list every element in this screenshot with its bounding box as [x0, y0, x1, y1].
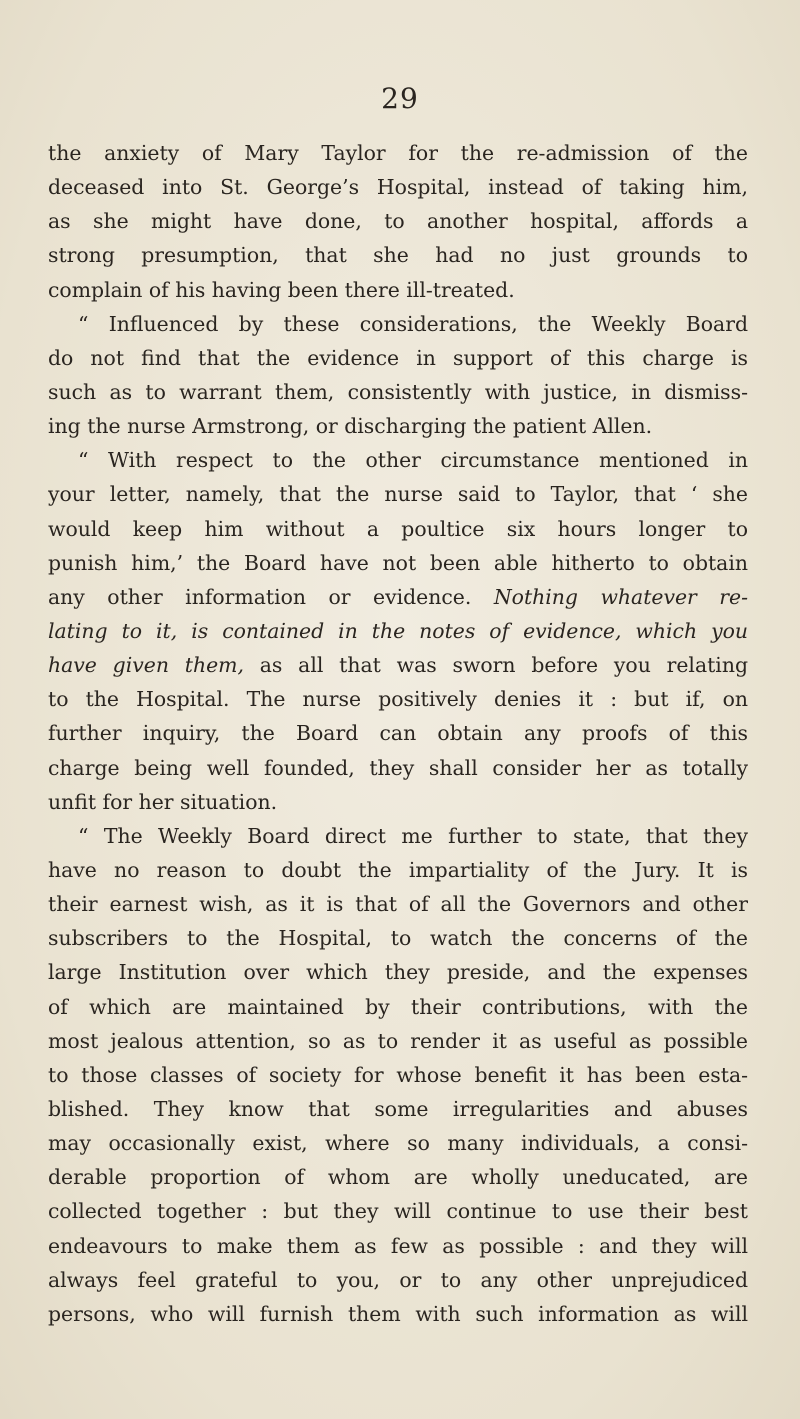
text-line: charge being well founded, they shall consider her as totally [48, 755, 748, 780]
text-line: most jealous attention, so as to render it as useful as possible [48, 1028, 748, 1053]
text-line: your letter, namely, that the nurse said to Taylor, that ‘ she [48, 482, 748, 507]
text-line: subscribers to the Hospital, to watch the concerns of the [48, 926, 748, 951]
text-line: derable proportion of whom are wholly uneducated, are [48, 1165, 748, 1190]
text-line: the anxiety of Mary Taylor for the re-admission of the [48, 141, 748, 165]
text-line: as she might have done, to another hospital, affords a [48, 209, 748, 234]
text-line: do not find that the evidence in support of this charge is [48, 345, 748, 370]
text-line: such as to warrant them, consistently with justice, in dismiss- [48, 379, 748, 404]
text-line: “ The Weekly Board direct me further to state, that they [78, 823, 748, 848]
italic-segment: have given them, [48, 653, 244, 678]
text-line: endeavours to make them as few as possible : and they will [48, 1233, 748, 1258]
text-line: persons, who will furnish them with such information as will [48, 1301, 748, 1326]
text-line: always feel grateful to you, or to any other unprejudiced [48, 1267, 748, 1292]
text-line: “ Influenced by these considerations, the Weekly Board [78, 311, 748, 336]
body-text [48, 136, 748, 1331]
text-line [48, 580, 748, 614]
italic-segment: lating to it, is contained in the notes of evidence, which you [48, 618, 748, 643]
text-line: may occasionally exist, where so many individuals, a consi- [48, 1131, 748, 1156]
text-line: ing the nurse Armstrong, or discharging the patient Allen. [48, 414, 653, 439]
text-line [48, 648, 748, 682]
text-line: unfit for her situation. [48, 789, 278, 814]
text-segment: any other information or evidence. [48, 584, 472, 609]
text-line: punish him,’ the Board have not been able hitherto to obtain [48, 550, 748, 575]
text-line: of which are maintained by their contributions, with the [48, 994, 748, 1019]
text-line: to the Hospital. The nurse positively denies it : but if, on [48, 687, 748, 712]
text-line: deceased into St. George’s Hospital, instead of taking him, [48, 175, 748, 200]
text-segment: as all that was sworn before you relating [259, 653, 748, 678]
text-line: large Institution over which they preside, and the expenses [48, 960, 748, 985]
text-line: further inquiry, the Board can obtain any proofs of this [48, 721, 748, 746]
text-line: to those classes of society for whose benefit it has been esta- [48, 1062, 748, 1087]
text-line: have no reason to doubt the impartiality of the Jury. It is [48, 857, 748, 882]
text-line: “ With respect to the other circumstance mentioned in [78, 448, 748, 473]
text-line [48, 614, 748, 648]
text-line: their earnest wish, as it is that of all the Governors and other [48, 892, 748, 917]
page-number: 29 [381, 82, 419, 115]
text-line: strong presumption, that she had no just grounds to [48, 243, 748, 268]
italic-segment: Nothing whatever re- [493, 584, 748, 609]
text-line: complain of his having been there ill-treated. [48, 277, 515, 302]
text-line: collected together : but they will continue to use their best [48, 1199, 748, 1224]
text-line: would keep him without a poultice six hours longer to [48, 516, 748, 541]
text-line: blished. They know that some irregularities and abuses [48, 1096, 748, 1121]
